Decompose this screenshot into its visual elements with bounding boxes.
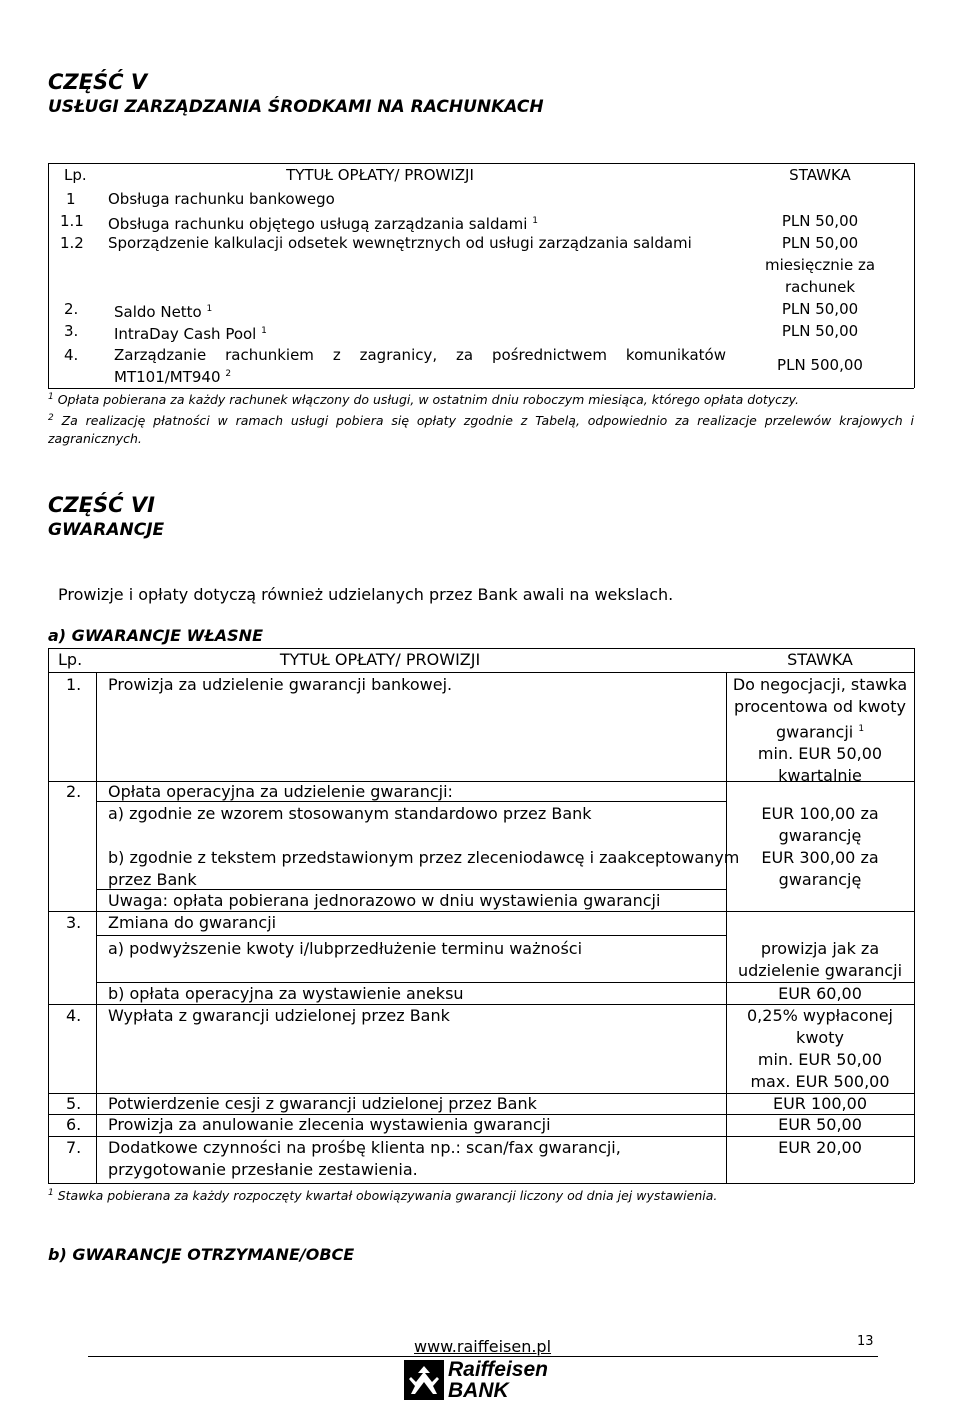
row-rate: EUR 20,00 [778,1138,862,1157]
page-number: 13 [857,1334,874,1349]
row-title: Opłata operacyjna za udzielenie gwarancji: [108,782,453,801]
row-sub-a-rate: EUR 100,00 za gwarancję [761,804,879,845]
row-title: Sporządzenie kalkulacji odsetek wewnętrznych od usługi zarządzania saldami [108,234,692,252]
row-title: IntraDay Cash Pool $^1$ [114,325,267,343]
row-title: Zarządzanie rachunkiem z zagranicy, za pośrednictwem komunikatów [114,346,726,364]
row-lp: 7. [66,1138,82,1157]
row-rate: Do negocjacji, stawka procentowa od kwoty gwarancji $^1$ min. EUR 50,00 kwartalnie [732,675,908,786]
row-sub-a: a) podwyższenie kwoty i/lubprzedłużenie terminu ważności [108,939,583,958]
col-lp-header: Lp. [58,650,83,669]
col-rate-header: STAWKA [787,650,853,669]
row-rate: PLN 50,00 [781,322,859,340]
row-rate-line2: miesięcznie za [764,256,876,274]
row-rate: PLN 500,00 [777,356,863,374]
row-title-line2: MT101/MT940 $^2$ [114,368,232,386]
row-lp: 1.1 [60,212,84,230]
part6-intro: Prowizje i opłaty dotyczą również udzielanych przez Bank awali na wekslach. [58,585,674,604]
row-sub-b-rate: EUR 300,00 za gwarancję [761,848,879,889]
part5-footnote-2: $^2$ Za realizację płatności w ramach usługi pobiera się opłaty zgodnie z Tabelą, odpowiednio za realizacje przelewów krajowych i [48,413,914,429]
row-title: Obsługa rachunku objętego usługą zarządzania saldami $^1$ [108,215,538,233]
row-sub-b: b) opłata operacyjna za wystawienie aneksu [108,984,464,1003]
row-lp: 4. [66,1006,82,1025]
part5-subtitle: USŁUGI ZARZĄDZANIA ŚRODKAMI NA RACHUNKACH [48,97,544,117]
section-a-title: a) GWARANCJE WŁASNE [48,626,263,645]
row-rate: EUR 50,00 [778,1115,862,1134]
row-lp: 3. [66,913,82,932]
row-title: Prowizja za anulowanie zlecenia wystawienia gwarancji [108,1115,551,1134]
row-title: Dodatkowe czynności na prośbę klienta np.: scan/fax gwarancji, [108,1138,621,1157]
col-title-header: TYTUŁ OPŁATY/ PROWIZJI [286,166,474,184]
footer-url-link[interactable]: www.raiffeisen.pl [414,1337,552,1356]
part6-subtitle: GWARANCJE [48,520,165,540]
part5-title: CZĘŚĆ V [48,70,148,94]
col-rate-header: STAWKA [789,166,851,184]
row-rate: PLN 50,00 [781,212,859,230]
row-sub-a-rate: prowizja jak za udzielenie gwarancji [737,939,903,980]
part6-title: CZĘŚĆ VI [48,493,155,517]
row-rate: EUR 100,00 [772,1094,867,1113]
row-rate: 0,25% wypłaconej kwoty min. EUR 50,00 max. EUR 500,00 [747,1006,893,1091]
row-title: Saldo Netto $^1$ [114,303,213,321]
row-sub-b: b) zgodnie z tekstem przedstawionym przez zleceniodawcę i zaakceptowanym [108,848,740,867]
row-sub-b-cont: przez Bank [108,870,197,889]
row-title: Wypłata z gwarancji udzielonej przez Bank [108,1006,450,1025]
part5-footnote-1: $^1$ Opłata pobierana za każdy rachunek włączony do usługi, w ostatnim dniu roboczym miesiąca, którego opłata dotyczy. [48,392,799,408]
row-title-line2: przygotowanie przesłanie zestawienia. [108,1160,418,1179]
row-rate-line3: rachunek [784,278,856,296]
col-title-header: TYTUŁ OPŁATY/ PROWIZJI [279,650,481,669]
row-rate: PLN 50,00 [781,300,859,318]
row-lp: 1. [66,675,82,694]
col-lp-header: Lp. [64,166,87,184]
row-title: Potwierdzenie cesji z gwarancji udzielonej przez Bank [108,1094,537,1113]
row-lp: 1.2 [60,234,84,252]
part6-footnote: $^1$ Stawka pobierana za każdy rozpoczęty kwartał obowiązywania gwarancji liczony od dnia jej wystawienia. [48,1188,718,1204]
row-rate: PLN 50,00 [781,234,859,252]
row-title: Zmiana do gwarancji [108,913,277,932]
row-sub-b-rate: EUR 60,00 [778,984,862,1003]
row-title: Obsługa rachunku bankowego [108,190,335,208]
row-note: Uwaga: opłata pobierana jednorazowo w dniu wystawienia gwarancji [108,891,661,910]
raiffeisen-gable-icon [404,1360,444,1400]
row-lp: 3. [64,322,79,340]
row-lp: 6. [66,1115,82,1134]
row-lp: 1 [66,190,76,208]
row-lp: 5. [66,1094,82,1113]
row-lp: 2. [66,782,82,801]
row-sub-a: a) zgodnie ze wzorem stosowanym standardowo przez Bank [108,804,592,823]
row-lp: 2. [64,300,79,318]
row-title: Prowizja za udzielenie gwarancji bankowej. [108,675,453,694]
section-b-title: b) GWARANCJE OTRZYMANE/OBCE [48,1245,355,1264]
part5-footnote-2-cont: zagranicznych. [48,431,142,446]
logo-text-line2: BANK [448,1379,509,1402]
row-lp: 4. [64,346,79,364]
logo-text-line1: Raiffeisen [448,1358,548,1381]
